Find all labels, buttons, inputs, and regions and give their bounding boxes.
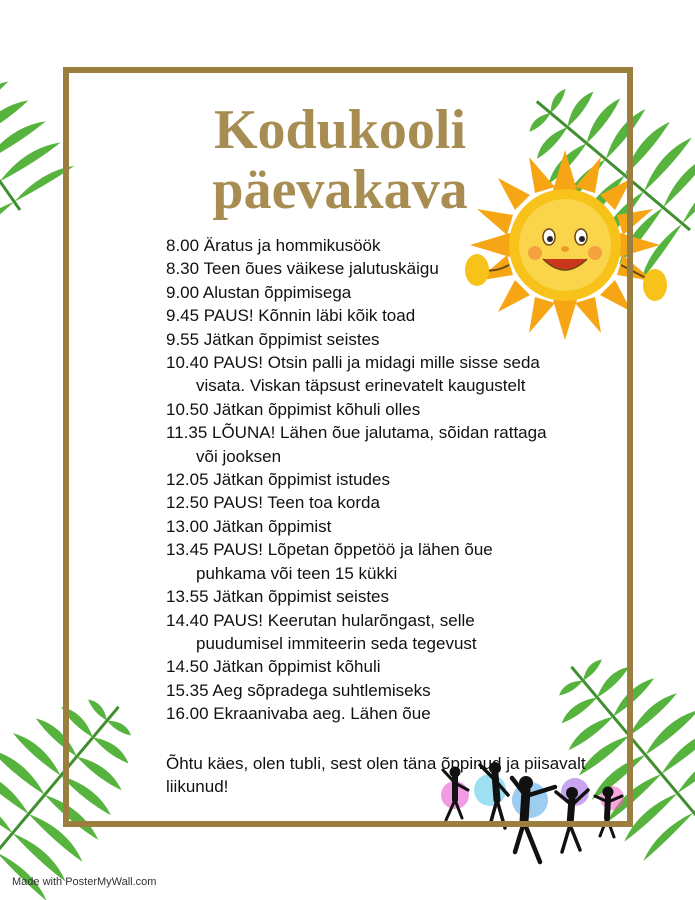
- schedule-item: 12.50 PAUS! Teen toa korda: [166, 493, 380, 513]
- schedule-item: 10.50 Jätkan õppimist kõhuli olles: [166, 399, 421, 419]
- closing-text: Õhtu käes, olen tubli, sest olen täna õppinud ja piisavalt liikunud!: [166, 754, 586, 797]
- title-line-1: Kodukooli: [213, 99, 467, 161]
- schedule-item: 9.00 Alustan õppimisega: [166, 282, 352, 302]
- schedule-item-continuation: visata. Viskan täpsust erinevatelt kaugustelt: [196, 376, 526, 396]
- schedule-item-continuation: või jooksen: [196, 446, 282, 466]
- schedule-item-continuation: puhkama või teen 15 kükki: [196, 563, 398, 583]
- schedule-item: 11.35 LÕUNA! Lähen õue jalutama, sõidan rattaga: [166, 423, 547, 443]
- schedule-item: 14.50 Jätkan õppimist kõhuli: [166, 657, 381, 677]
- schedule-item: 14.40 PAUS! Keerutan hularõngast, selle: [166, 610, 475, 630]
- schedule-item: 13.45 PAUS! Lõpetan õppetöö ja lähen õue: [166, 540, 493, 560]
- schedule-item: 13.55 Jätkan õppimist seistes: [166, 587, 390, 607]
- schedule-item: 8.30 Teen õues väikese jalutuskäigu: [166, 259, 439, 279]
- schedule-item: 16.00 Ekraanivaba aeg. Lähen õue: [166, 704, 431, 724]
- schedule-item: 9.55 Jätkan õppimist seistes: [166, 329, 380, 349]
- footer-credit: Made with PosterMyWall.com: [12, 876, 157, 888]
- title-line-2: päevakava: [212, 159, 468, 221]
- schedule-item: 15.35 Aeg sõpradega suhtlemiseks: [166, 680, 431, 700]
- schedule-item: 13.00 Jätkan õppimist: [166, 516, 332, 536]
- schedule-item: 12.05 Jätkan õppimist istudes: [166, 470, 390, 490]
- schedule-item: 10.40 PAUS! Otsin palli ja midagi mille sisse seda: [166, 353, 540, 373]
- schedule-item: 9.45 PAUS! Kõnnin läbi kõik toad: [166, 306, 416, 326]
- schedule-item-continuation: puudumisel immiteerin seda tegevust: [196, 633, 477, 653]
- schedule-item: 8.00 Äratus ja hommikusöök: [166, 236, 381, 255]
- schedule-list: [166, 234, 606, 726]
